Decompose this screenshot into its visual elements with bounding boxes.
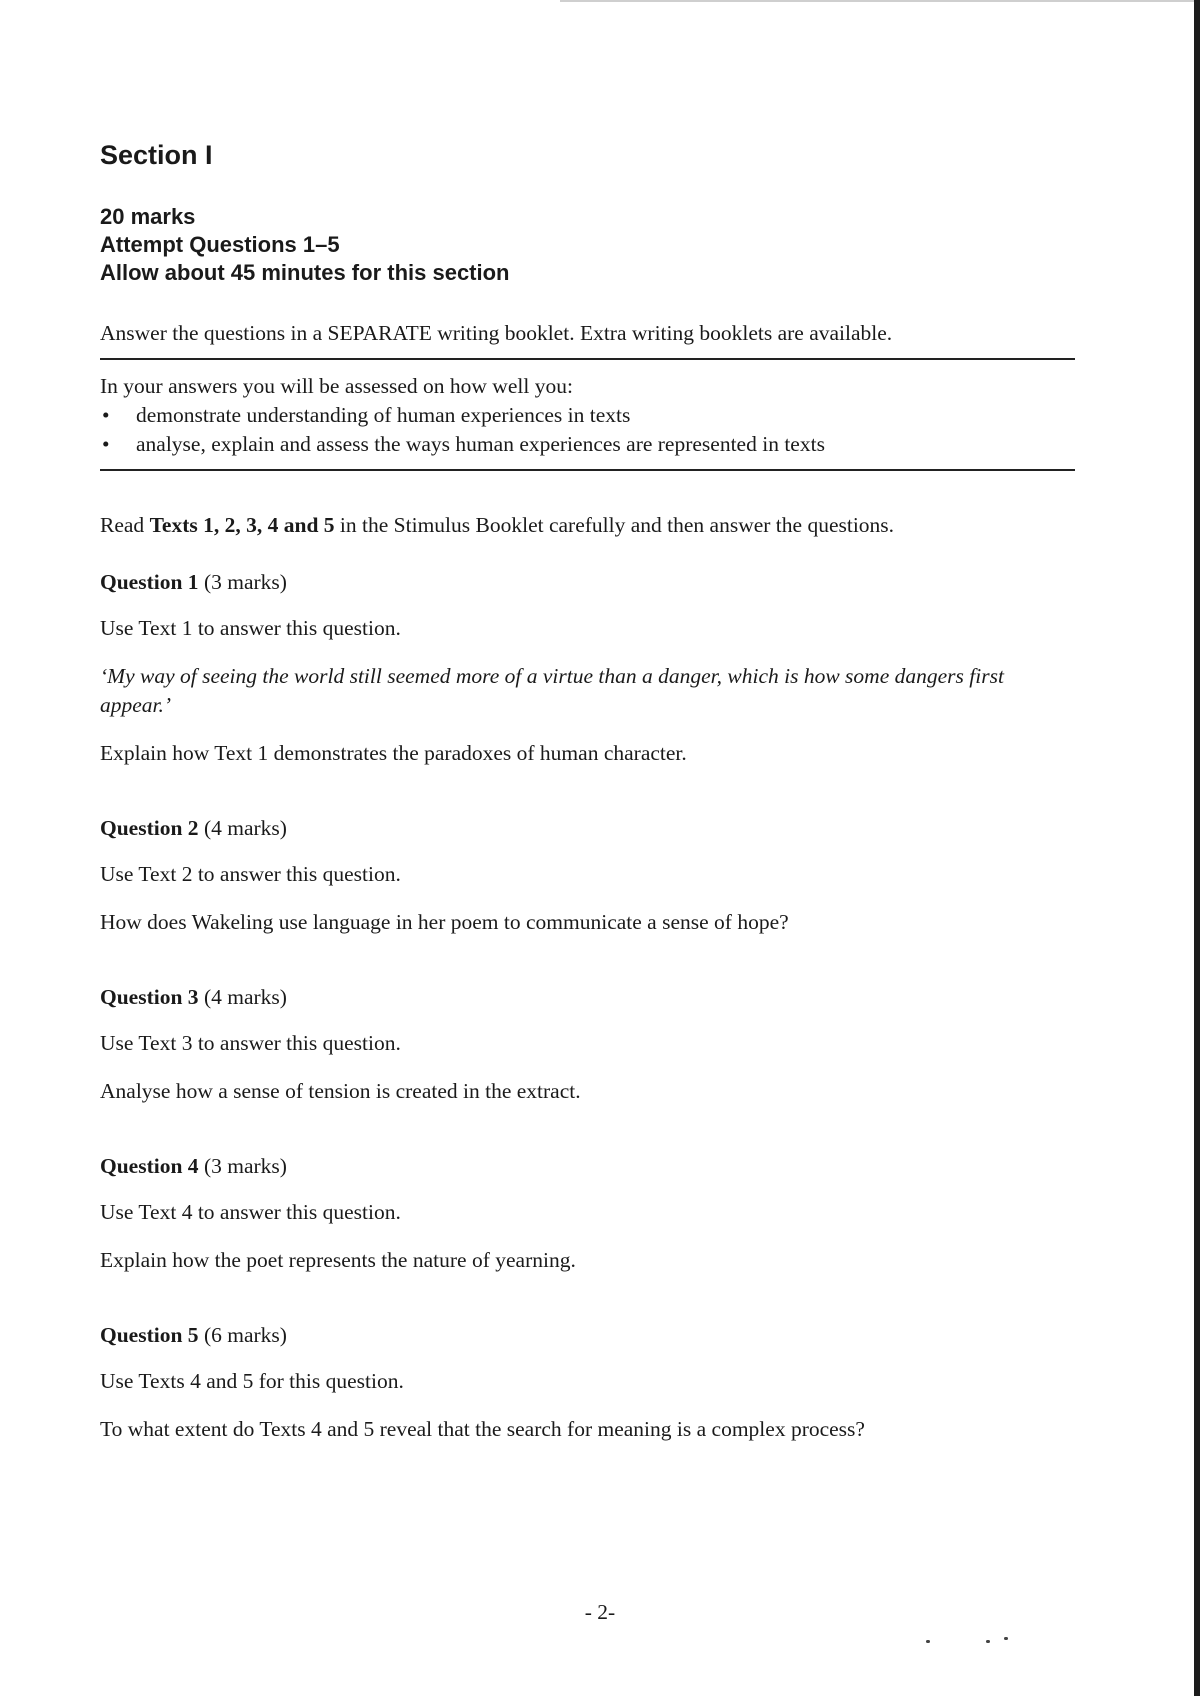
- question-label: Question 2: [100, 816, 199, 840]
- criteria-intro: In your answers you will be assessed on how well you:: [100, 374, 573, 398]
- scan-speck: [926, 1640, 930, 1643]
- question-heading: [100, 1323, 1075, 1348]
- page-number: - 2-: [584, 1600, 616, 1624]
- question-label: Question 3: [100, 985, 199, 1009]
- assessment-criteria: [100, 360, 1075, 469]
- spacer: [100, 937, 1075, 967]
- question-use-text: Use Text 2 to answer this question.: [100, 862, 401, 886]
- question-2: [100, 816, 1075, 937]
- question-label: Question 4: [100, 1154, 199, 1178]
- section-meta: [100, 203, 1075, 287]
- read-texts-bold: Texts 1, 2, 3, 4 and 5: [149, 513, 335, 537]
- question-use-text: Use Texts 4 and 5 for this question.: [100, 1369, 404, 1393]
- question-label: Question 1: [100, 570, 199, 594]
- scan-edge-right: [1194, 0, 1200, 1696]
- question-prompt: Explain how Text 1 demonstrates the paradoxes of human character.: [100, 741, 687, 765]
- question-heading: [100, 570, 1075, 595]
- question-quote: ‘My way of seeing the world still seemed more of a virtue than a danger, which is how some dangers first appear.’: [100, 664, 1004, 717]
- question-heading: [100, 985, 1075, 1010]
- page-content: [100, 140, 1075, 1444]
- scan-edge-top: [560, 0, 1200, 2]
- question-heading: [100, 1154, 1075, 1179]
- writing-booklet-instruction: Answer the questions in a SEPARATE writing booklet. Extra writing booklets are available.: [100, 321, 893, 345]
- spacer: [100, 1275, 1075, 1305]
- scan-speck: [986, 1640, 990, 1643]
- question-4: [100, 1154, 1075, 1275]
- section-title: Section I: [100, 140, 213, 170]
- spacer: [100, 1106, 1075, 1136]
- question-marks: (3 marks): [203, 1154, 287, 1178]
- read-prefix: Read: [100, 513, 150, 537]
- question-prompt: Explain how the poet represents the nature of yearning.: [100, 1248, 576, 1272]
- question-marks: (6 marks): [203, 1323, 287, 1347]
- read-suffix: in the Stimulus Booklet carefully and then answer the questions.: [334, 513, 895, 537]
- question-1: [100, 570, 1075, 768]
- divider-bottom: [100, 469, 1075, 471]
- section-marks: 20 marks: [100, 204, 196, 229]
- question-3: [100, 985, 1075, 1106]
- criteria-item: [100, 401, 1075, 430]
- bullet-icon: •: [102, 432, 110, 456]
- question-use-text: Use Text 1 to answer this question.: [100, 616, 401, 640]
- criteria-item-text: analyse, explain and assess the ways human experiences are represented in texts: [136, 432, 825, 456]
- question-heading: [100, 816, 1075, 841]
- question-use-text: Use Text 3 to answer this question.: [100, 1031, 401, 1055]
- question-marks: (3 marks): [203, 570, 287, 594]
- criteria-item: [100, 430, 1075, 459]
- criteria-item-text: demonstrate understanding of human experiences in texts: [136, 403, 631, 427]
- question-5: [100, 1323, 1075, 1444]
- question-label: Question 5: [100, 1323, 199, 1347]
- question-prompt: How does Wakeling use language in her poem to communicate a sense of hope?: [100, 910, 789, 934]
- criteria-list: [100, 401, 1075, 459]
- section-time: Allow about 45 minutes for this section: [100, 260, 510, 285]
- section-attempt: Attempt Questions 1–5: [100, 232, 340, 257]
- question-marks: (4 marks): [203, 985, 287, 1009]
- question-prompt: Analyse how a sense of tension is created in the extract.: [100, 1079, 581, 1103]
- read-texts-instruction: [100, 513, 1075, 538]
- question-prompt: To what extent do Texts 4 and 5 reveal that the search for meaning is a complex process?: [100, 1417, 865, 1441]
- bullet-icon: •: [102, 403, 110, 427]
- scan-speck: [1004, 1637, 1008, 1640]
- spacer: [100, 768, 1075, 798]
- question-use-text: Use Text 4 to answer this question.: [100, 1200, 401, 1224]
- question-marks: (4 marks): [203, 816, 287, 840]
